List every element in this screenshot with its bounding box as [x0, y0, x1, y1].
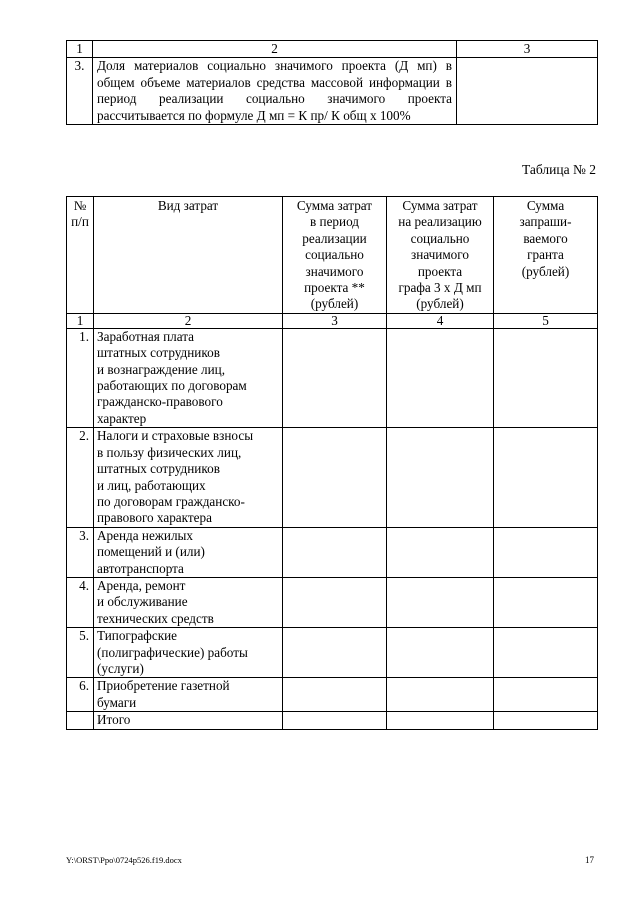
amount-cell [387, 712, 494, 729]
expense-type-line: и лиц, работающих [97, 477, 206, 493]
header-number [67, 197, 94, 314]
column-number: 1 [67, 313, 94, 328]
amount-cell [283, 577, 387, 627]
amount-cell [283, 678, 387, 712]
row-number: 1. [67, 328, 94, 427]
header-line: (рублей) [416, 296, 464, 312]
column-number-row [67, 41, 598, 58]
row-number: 2. [67, 428, 94, 527]
row-number [67, 712, 94, 729]
amount-cell [494, 577, 598, 627]
expense-type-line: штатных сотрудников [97, 461, 220, 477]
expense-type-line: по договорам гражданско- [97, 493, 245, 509]
expense-type [94, 628, 283, 678]
footer-file-path: Y:\ORST\Ppo\0724p526.f19.docx [66, 855, 182, 865]
header-line: ваемого [523, 230, 568, 246]
amount-cell [387, 577, 494, 627]
col-num-1: 1 [67, 41, 93, 58]
table-row [67, 527, 598, 577]
header-grant-amount [494, 197, 598, 314]
header-line: Сумма [526, 198, 565, 213]
page-number: 17 [585, 855, 594, 865]
expense-type-line: штатных сотрудников [97, 345, 220, 361]
amount-cell [387, 628, 494, 678]
row-number: 6. [67, 678, 94, 712]
header-line: социально [305, 247, 364, 263]
expense-type-line: Типографские [97, 628, 178, 644]
table-row [67, 428, 598, 527]
expense-type-line: (полиграфические) работы [97, 644, 248, 660]
header-line: Сумма затрат [402, 198, 478, 213]
header-line: (рублей) [521, 263, 570, 279]
row-number: 3. [67, 58, 93, 125]
col-num-2: 2 [93, 41, 457, 58]
amount-cell [387, 527, 494, 577]
row-value [457, 58, 598, 125]
header-row [67, 197, 598, 314]
header-expense-type [94, 197, 283, 314]
table-row [67, 328, 598, 427]
expense-type [94, 712, 283, 729]
amount-cell [494, 678, 598, 712]
col-num-3: 3 [457, 41, 598, 58]
amount-cell [387, 678, 494, 712]
expense-type-line: в пользу физических лиц, [97, 444, 242, 460]
header-line: на реализацию [398, 214, 482, 230]
expense-type [94, 577, 283, 627]
column-number: 2 [94, 313, 283, 328]
expense-type-line: правового характера [97, 510, 212, 526]
header-line: значимого [411, 247, 469, 263]
expense-type-line: автотранспорта [97, 560, 184, 576]
expense-type-line: (услуги) [97, 660, 144, 676]
amount-cell [494, 428, 598, 527]
header-project-share-cost [387, 197, 494, 314]
expense-type-line: технических средств [97, 610, 214, 626]
expense-type-line: Приобретение газетной [97, 678, 230, 694]
amount-cell [283, 628, 387, 678]
row-text: Доля материалов социально значимого проекта (Д мп) в общем объеме материалов средства массовой информации в период реализации социально значимого проекта рассчитывается по формуле Д мп = К пр/ К общ х 100% [93, 58, 457, 125]
table-row [67, 678, 598, 712]
amount-cell [283, 428, 387, 527]
column-number: 3 [283, 313, 387, 328]
expense-type-line: Аренда нежилых [97, 527, 194, 543]
amount-cell [387, 328, 494, 427]
header-line: № [73, 198, 87, 213]
header-line: в период [309, 214, 359, 230]
header-line: запраши- [519, 214, 572, 230]
table-caption: Таблица № 2 [522, 162, 596, 177]
expense-type-line: и обслуживание [97, 594, 188, 610]
expense-type-line: гражданско-правового [97, 394, 223, 410]
row-number: 4. [67, 577, 94, 627]
amount-cell [283, 712, 387, 729]
table-row [67, 712, 598, 729]
header-project-cost [283, 197, 387, 314]
amount-cell [494, 628, 598, 678]
expense-type [94, 328, 283, 427]
column-number: 4 [387, 313, 494, 328]
header-line: проекта ** [304, 280, 365, 296]
expense-type-line: Итого [97, 712, 131, 728]
continuation-table [66, 40, 598, 125]
header-line: гранта [527, 247, 564, 263]
expense-type [94, 678, 283, 712]
expense-type-line: помещений и (или) [97, 544, 205, 560]
header-line: Сумма затрат [296, 198, 373, 213]
expense-type [94, 428, 283, 527]
expense-type-line: характер [97, 410, 147, 426]
table-row [67, 577, 598, 627]
expense-type-line: Налоги и страховые взносы [97, 428, 254, 444]
header-line: проекта [417, 263, 463, 279]
column-number: 5 [494, 313, 598, 328]
header-line: графа 3 х Д мп [398, 280, 482, 296]
expense-type-line: бумаги [97, 694, 137, 710]
header-line: значимого [305, 263, 364, 279]
expense-type-line: работающих по договорам [97, 378, 247, 394]
row-number: 3. [67, 527, 94, 577]
table-row [67, 628, 598, 678]
amount-cell [494, 328, 598, 427]
amount-cell [283, 328, 387, 427]
expense-type-line: Заработная плата [97, 328, 194, 344]
row-number: 5. [67, 628, 94, 678]
amount-cell [494, 527, 598, 577]
header-line: социально [410, 230, 470, 246]
table-row [67, 58, 598, 125]
amount-cell [387, 428, 494, 527]
header-line: реализации [302, 230, 367, 246]
amount-cell [283, 527, 387, 577]
column-number-row [67, 313, 598, 328]
expense-type [94, 527, 283, 577]
header-line: (рублей) [310, 296, 359, 312]
amount-cell [494, 712, 598, 729]
expense-type-line: Аренда, ремонт [97, 577, 186, 593]
header-line: п/п [71, 214, 89, 230]
expense-type-line: и вознаграждение лиц, [97, 361, 225, 377]
expenses-table [66, 196, 598, 730]
header-line: Вид затрат [157, 198, 219, 213]
